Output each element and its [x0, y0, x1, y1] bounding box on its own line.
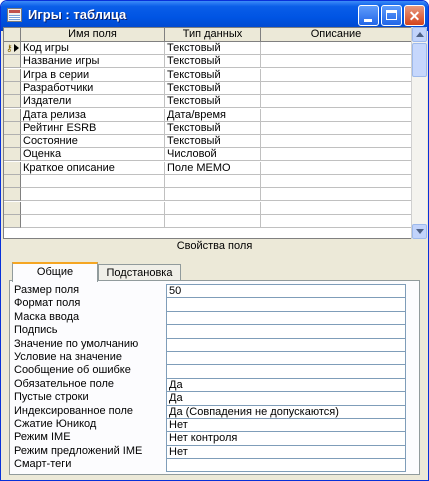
table-row[interactable]	[4, 82, 412, 95]
field-name-cell[interactable]: Игра в серии	[21, 69, 165, 82]
field-name-cell[interactable]	[21, 175, 165, 188]
row-selector[interactable]	[4, 55, 21, 68]
property-row	[14, 391, 406, 404]
property-label: Значение по умолчанию	[14, 337, 139, 350]
property-value-field[interactable]: Нет	[166, 445, 406, 459]
table-row[interactable]	[4, 162, 412, 175]
column-header-data-type[interactable]: Тип данных	[165, 28, 261, 42]
property-label: Сообщение об ошибке	[14, 364, 131, 377]
data-type-cell[interactable]	[165, 188, 261, 201]
table-row[interactable]	[4, 135, 412, 148]
field-name-cell[interactable]: Рейтинг ESRB	[21, 122, 165, 135]
property-label: Подпись	[14, 324, 58, 337]
property-value-field[interactable]	[166, 364, 406, 378]
row-selector[interactable]	[4, 95, 21, 108]
property-label: Режим предложений IME	[14, 444, 143, 457]
property-row	[14, 364, 406, 377]
field-name-cell[interactable]: Краткое описание	[21, 162, 165, 175]
maximize-button[interactable]	[381, 5, 402, 26]
row-selector[interactable]	[4, 122, 21, 135]
field-name-cell[interactable]	[21, 215, 165, 228]
property-label: Маска ввода	[14, 310, 80, 323]
current-row-arrow-icon	[14, 44, 19, 52]
property-row	[14, 405, 406, 418]
description-cell[interactable]	[261, 188, 412, 201]
close-button[interactable]	[404, 5, 425, 26]
row-selector[interactable]	[4, 109, 21, 122]
tab-general[interactable]: Общие	[12, 262, 98, 282]
property-label: Смарт-теги	[14, 458, 72, 471]
data-type-cell[interactable]	[165, 202, 261, 215]
description-cell[interactable]	[261, 82, 412, 95]
property-label: Сжатие Юникод	[14, 418, 97, 430]
data-type-cell[interactable]: Текстовый	[165, 122, 261, 135]
primary-key-icon: ⚷	[6, 43, 13, 53]
property-value-field[interactable]	[166, 297, 406, 311]
table-row[interactable]	[4, 202, 412, 215]
property-label: Режим IME	[14, 431, 71, 444]
description-cell[interactable]	[261, 55, 412, 68]
table-row[interactable]	[4, 148, 412, 161]
description-cell[interactable]	[261, 135, 412, 148]
table-row[interactable]	[4, 215, 412, 228]
table-row[interactable]	[4, 175, 412, 188]
data-type-cell[interactable]: Текстовый	[165, 69, 261, 82]
property-label: Пустые строки	[14, 391, 89, 404]
property-row	[14, 458, 406, 471]
data-type-cell[interactable]: Текстовый	[165, 95, 261, 108]
property-value-field[interactable]	[166, 324, 406, 338]
property-label: Обязательное поле	[14, 377, 115, 390]
property-row	[14, 418, 406, 431]
close-icon: ✕	[408, 8, 421, 24]
row-selector[interactable]	[4, 148, 21, 161]
property-row	[14, 311, 406, 324]
row-selector[interactable]	[4, 175, 21, 188]
table-row[interactable]	[4, 122, 412, 135]
table-row[interactable]	[4, 95, 412, 108]
row-selector[interactable]	[4, 188, 21, 201]
row-selector[interactable]	[4, 135, 21, 148]
field-name-cell[interactable]: Разработчики	[21, 82, 165, 95]
property-label: Условие на значение	[14, 351, 123, 363]
tab-lookup[interactable]: Подстановка	[98, 264, 181, 282]
minimize-button[interactable]	[358, 5, 379, 26]
data-type-cell[interactable]	[165, 215, 261, 228]
property-value-field[interactable]	[166, 458, 406, 472]
table-icon[interactable]	[7, 8, 22, 22]
property-row	[14, 297, 406, 310]
minimize-icon	[364, 19, 372, 22]
description-cell[interactable]	[261, 109, 412, 122]
property-row	[14, 378, 406, 391]
property-label: Размер поля	[14, 284, 80, 296]
field-name-cell[interactable]	[21, 202, 165, 215]
column-header-field-name[interactable]: Имя поля	[21, 28, 165, 42]
property-value-field[interactable]: Да	[166, 391, 406, 405]
description-cell[interactable]	[261, 148, 412, 161]
description-cell[interactable]	[261, 42, 412, 55]
field-name-cell[interactable]	[21, 188, 165, 201]
table-row[interactable]	[4, 55, 412, 68]
property-row	[14, 338, 406, 351]
description-cell[interactable]	[261, 175, 412, 188]
row-selector[interactable]	[4, 162, 21, 175]
property-row	[14, 284, 406, 297]
property-value-field[interactable]: Да	[166, 378, 406, 392]
data-type-cell[interactable]: Текстовый	[165, 55, 261, 68]
property-value-field[interactable]	[166, 351, 406, 365]
property-value-field[interactable]	[166, 311, 406, 325]
data-type-cell[interactable]	[165, 175, 261, 188]
grid-header	[4, 28, 412, 42]
field-name-cell[interactable]: Дата релиза	[21, 109, 165, 122]
table-row[interactable]	[4, 42, 412, 55]
property-value-field[interactable]	[166, 338, 406, 352]
property-value-field[interactable]: Нет	[166, 418, 406, 432]
scroll-thumb[interactable]	[412, 43, 427, 77]
scroll-up-button[interactable]	[412, 27, 427, 42]
field-name-cell[interactable]: Код игры	[21, 42, 165, 55]
property-value-field[interactable]: Нет контроля	[166, 431, 406, 445]
description-cell[interactable]	[261, 69, 412, 82]
property-label: Индексированное поле	[14, 404, 133, 417]
row-selector[interactable]	[4, 82, 21, 95]
data-type-cell[interactable]: Текстовый	[165, 82, 261, 95]
table-row[interactable]	[4, 69, 412, 82]
property-value-field[interactable]: 50	[166, 284, 406, 298]
field-name-cell[interactable]: Издатели	[21, 95, 165, 108]
field-name-cell[interactable]: Название игры	[21, 55, 165, 68]
row-selector[interactable]	[4, 42, 21, 55]
data-type-cell[interactable]: Поле MEMO	[165, 162, 261, 175]
row-selector[interactable]	[4, 69, 21, 82]
description-cell[interactable]	[261, 162, 412, 175]
description-cell[interactable]	[261, 215, 412, 228]
vertical-scrollbar[interactable]	[411, 27, 427, 239]
row-selector[interactable]	[4, 215, 21, 228]
field-grid	[3, 27, 413, 239]
field-name-cell[interactable]: Состояние	[21, 135, 165, 148]
description-cell[interactable]	[261, 202, 412, 215]
data-type-cell[interactable]: Дата/время	[165, 109, 261, 122]
field-name-cell[interactable]: Оценка	[21, 148, 165, 161]
property-row	[14, 445, 406, 458]
property-row	[14, 324, 406, 337]
description-cell[interactable]	[261, 122, 412, 135]
table-row[interactable]	[4, 188, 412, 201]
scroll-down-button[interactable]	[412, 224, 427, 239]
data-type-cell[interactable]: Числовой	[165, 148, 261, 161]
property-row	[14, 351, 406, 364]
window-title: Игры : таблица	[28, 7, 127, 22]
property-row	[14, 431, 406, 444]
column-header-description[interactable]: Описание	[261, 28, 412, 42]
arrow-up-icon	[416, 32, 424, 37]
row-selector[interactable]	[4, 202, 21, 215]
description-cell[interactable]	[261, 95, 412, 108]
data-type-cell[interactable]: Текстовый	[165, 42, 261, 55]
property-label: Формат поля	[14, 297, 81, 310]
field-properties-title: Свойства поля	[176, 240, 253, 252]
table-row[interactable]	[4, 109, 412, 122]
data-type-cell[interactable]: Текстовый	[165, 135, 261, 148]
general-properties-panel	[9, 280, 420, 475]
property-value-field[interactable]: Да (Совпадения не допускаются)	[166, 405, 406, 419]
maximize-icon	[386, 10, 397, 20]
header-corner[interactable]	[4, 28, 21, 42]
arrow-down-icon	[416, 229, 424, 234]
